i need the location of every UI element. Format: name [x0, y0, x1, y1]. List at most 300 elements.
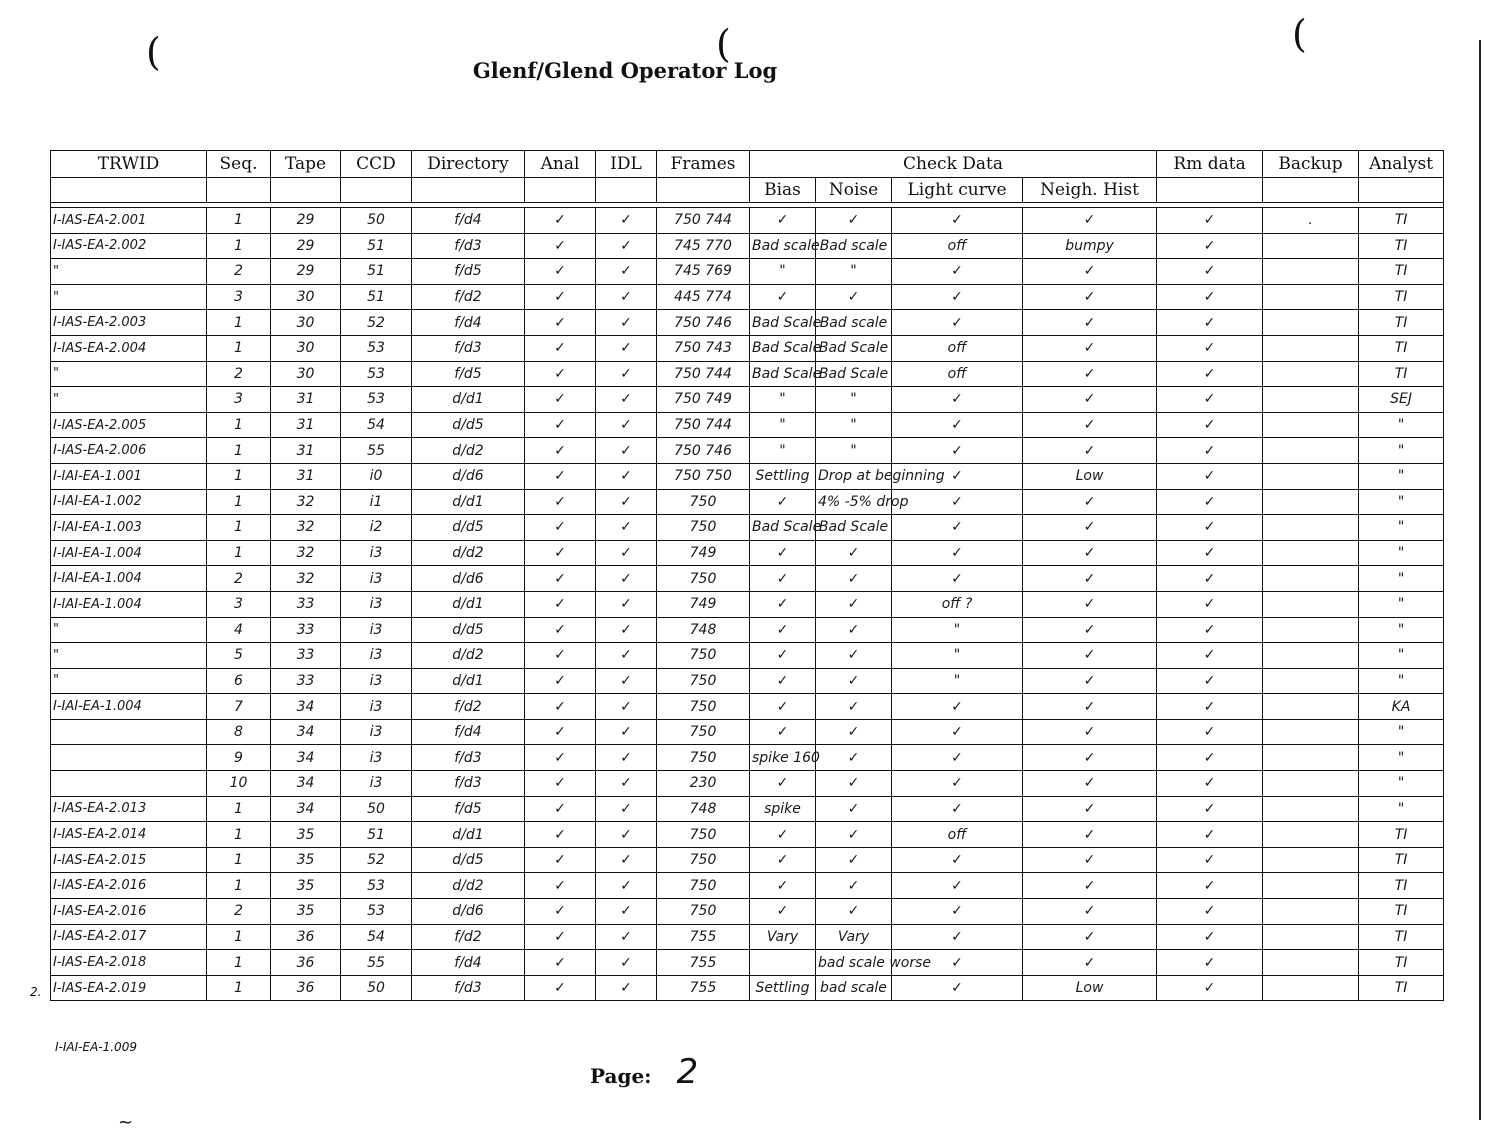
cell-directory: d/d5: [412, 412, 525, 438]
cell-light-curve: ✓: [892, 847, 1023, 873]
cell-bias: ✓: [750, 899, 816, 925]
cell-light-curve: ": [892, 617, 1023, 643]
cell-rm-data: ✓: [1157, 745, 1263, 771]
cell-anal: ✓: [525, 412, 596, 438]
cell-directory: d/d6: [412, 566, 525, 592]
cell-ccd: 53: [341, 335, 412, 361]
cell-noise: Bad Scale: [816, 335, 892, 361]
cell-directory: f/d2: [412, 924, 525, 950]
cell-rm-data: ✓: [1157, 899, 1263, 925]
cell-idl: ✓: [596, 284, 657, 310]
cell-tape: 32: [271, 566, 341, 592]
cell-backup: [1263, 361, 1359, 387]
cell-bias: ✓: [750, 284, 816, 310]
cell-neigh-hist: ✓: [1023, 566, 1157, 592]
cell-noise: ✓: [816, 847, 892, 873]
table-row: [51, 591, 1444, 617]
cell-bias: ✓: [750, 719, 816, 745]
cell-directory: f/d3: [412, 745, 525, 771]
cell-ccd: 51: [341, 233, 412, 259]
cell-idl: ✓: [596, 463, 657, 489]
cell-light-curve: ✓: [892, 515, 1023, 541]
cell-trwid: I-IAS-EA-2.016: [51, 873, 207, 899]
col-neigh-hist: Neigh. Hist: [1023, 178, 1157, 203]
cell-backup: .: [1263, 208, 1359, 234]
cell-noise: ✓: [816, 719, 892, 745]
cell-ccd: i3: [341, 719, 412, 745]
cell-light-curve: ✓: [892, 950, 1023, 976]
page-label: Page:: [590, 1064, 652, 1088]
cell-directory: d/d2: [412, 540, 525, 566]
cell-trwid: I-IAS-EA-2.017: [51, 924, 207, 950]
table-row: [51, 617, 1444, 643]
cell-analyst: TI: [1359, 873, 1444, 899]
table-row: [51, 489, 1444, 515]
cell-idl: ✓: [596, 668, 657, 694]
cell-trwid: I-IAS-EA-2.003: [51, 310, 207, 336]
cell-anal: ✓: [525, 591, 596, 617]
cell-directory: f/d4: [412, 950, 525, 976]
cell-directory: f/d3: [412, 975, 525, 1001]
cell-backup: [1263, 463, 1359, 489]
cell-light-curve: ✓: [892, 259, 1023, 285]
cell-neigh-hist: ✓: [1023, 540, 1157, 566]
col-light-curve: Light curve: [892, 178, 1023, 203]
cell-frames: 750: [657, 643, 750, 669]
cell-frames: 750 750: [657, 463, 750, 489]
col-trwid: TRWID: [51, 151, 207, 178]
cell-ccd: i2: [341, 515, 412, 541]
cell-backup: [1263, 873, 1359, 899]
cell-trwid: [51, 771, 207, 797]
table-row: [51, 822, 1444, 848]
cell-neigh-hist: ✓: [1023, 617, 1157, 643]
cell-seq: 1: [207, 412, 271, 438]
cell-frames: 750: [657, 899, 750, 925]
cell-rm-data: ✓: [1157, 489, 1263, 515]
cell-tape: 32: [271, 489, 341, 515]
cell-rm-data: ✓: [1157, 617, 1263, 643]
header-row-2: [51, 178, 1444, 203]
cell-analyst: ": [1359, 745, 1444, 771]
cell-anal: ✓: [525, 975, 596, 1001]
cell-backup: [1263, 438, 1359, 464]
operator-log-table: [50, 150, 1444, 1001]
col-ccd: CCD: [341, 151, 412, 178]
cell-trwid: I-IAI-EA-1.003: [51, 515, 207, 541]
cell-bias: Vary: [750, 924, 816, 950]
cell-trwid: [51, 745, 207, 771]
cell-light-curve: ✓: [892, 873, 1023, 899]
cell-neigh-hist: ✓: [1023, 335, 1157, 361]
cell-frames: 750 746: [657, 310, 750, 336]
cell-neigh-hist: ✓: [1023, 489, 1157, 515]
cell-backup: [1263, 796, 1359, 822]
cell-tape: 30: [271, 284, 341, 310]
cell-tape: 34: [271, 771, 341, 797]
cell-rm-data: ✓: [1157, 361, 1263, 387]
cell-bias: Bad Scale: [750, 310, 816, 336]
cell-rm-data: ✓: [1157, 924, 1263, 950]
col-bias: Bias: [750, 178, 816, 203]
cell-trwid: ": [51, 617, 207, 643]
cell-seq: 1: [207, 924, 271, 950]
cell-noise: ✓: [816, 822, 892, 848]
cell-neigh-hist: ✓: [1023, 771, 1157, 797]
cell-anal: ✓: [525, 617, 596, 643]
cell-tape: 35: [271, 847, 341, 873]
cell-neigh-hist: ✓: [1023, 515, 1157, 541]
cell-analyst: ": [1359, 771, 1444, 797]
cell-frames: 750: [657, 719, 750, 745]
cell-rm-data: ✓: [1157, 387, 1263, 413]
cell-noise: Vary: [816, 924, 892, 950]
cell-trwid: I-IAI-EA-1.004: [51, 591, 207, 617]
cell-tape: 35: [271, 873, 341, 899]
cell-rm-data: ✓: [1157, 284, 1263, 310]
cell-neigh-hist: ✓: [1023, 438, 1157, 464]
cell-ccd: i3: [341, 771, 412, 797]
cell-seq: 3: [207, 284, 271, 310]
cell-trwid: I-IAS-EA-2.006: [51, 438, 207, 464]
cell-idl: ✓: [596, 566, 657, 592]
cell-seq: 1: [207, 796, 271, 822]
cell-ccd: i3: [341, 668, 412, 694]
cell-frames: 750 746: [657, 438, 750, 464]
cell-trwid: I-IAI-EA-1.004: [51, 566, 207, 592]
cell-noise: ": [816, 412, 892, 438]
cell-light-curve: off: [892, 822, 1023, 848]
table-row: [51, 438, 1444, 464]
table-row: [51, 335, 1444, 361]
cell-ccd: 54: [341, 412, 412, 438]
cell-backup: [1263, 591, 1359, 617]
cell-bias: ✓: [750, 847, 816, 873]
cell-frames: 745 770: [657, 233, 750, 259]
cell-tape: 34: [271, 719, 341, 745]
cell-light-curve: ✓: [892, 899, 1023, 925]
cell-tape: 30: [271, 310, 341, 336]
cell-idl: ✓: [596, 899, 657, 925]
cell-trwid: I-IAS-EA-2.005: [51, 412, 207, 438]
cell-seq: 1: [207, 438, 271, 464]
cell-tape: 34: [271, 745, 341, 771]
cell-trwid: I-IAI-EA-1.002: [51, 489, 207, 515]
cell-frames: 755: [657, 924, 750, 950]
cell-bias: ✓: [750, 591, 816, 617]
cell-ccd: 55: [341, 438, 412, 464]
cell-trwid: ": [51, 387, 207, 413]
cell-backup: [1263, 771, 1359, 797]
cell-directory: d/d5: [412, 515, 525, 541]
table-row: [51, 284, 1444, 310]
cell-idl: ✓: [596, 975, 657, 1001]
cell-tape: 35: [271, 822, 341, 848]
cell-ccd: i0: [341, 463, 412, 489]
cell-light-curve: off: [892, 335, 1023, 361]
note-below-table: I-IAI-EA-1.009: [55, 1040, 137, 1054]
cell-trwid: I-IAS-EA-2.014: [51, 822, 207, 848]
cell-directory: f/d5: [412, 361, 525, 387]
cell-tape: 29: [271, 208, 341, 234]
cell-ccd: 50: [341, 796, 412, 822]
cell-backup: [1263, 975, 1359, 1001]
cell-idl: ✓: [596, 847, 657, 873]
cell-idl: ✓: [596, 924, 657, 950]
cell-rm-data: ✓: [1157, 796, 1263, 822]
cell-trwid: I-IAS-EA-2.004: [51, 335, 207, 361]
cell-directory: f/d3: [412, 771, 525, 797]
cell-neigh-hist: ✓: [1023, 822, 1157, 848]
cell-idl: ✓: [596, 771, 657, 797]
cell-directory: d/d1: [412, 591, 525, 617]
cell-seq: 7: [207, 694, 271, 720]
cell-trwid: ": [51, 643, 207, 669]
table-row: [51, 950, 1444, 976]
table-row: [51, 796, 1444, 822]
cell-analyst: TI: [1359, 259, 1444, 285]
cell-ccd: 51: [341, 284, 412, 310]
cell-anal: ✓: [525, 233, 596, 259]
cell-rm-data: ✓: [1157, 668, 1263, 694]
cell-backup: [1263, 899, 1359, 925]
cell-backup: [1263, 924, 1359, 950]
cell-light-curve: off ?: [892, 591, 1023, 617]
cell-analyst: ": [1359, 438, 1444, 464]
cell-backup: [1263, 310, 1359, 336]
cell-seq: 1: [207, 463, 271, 489]
cell-anal: ✓: [525, 566, 596, 592]
cell-frames: 750 744: [657, 412, 750, 438]
cell-idl: ✓: [596, 822, 657, 848]
cell-analyst: ": [1359, 463, 1444, 489]
cell-analyst: TI: [1359, 310, 1444, 336]
cell-analyst: ": [1359, 796, 1444, 822]
cell-seq: 1: [207, 822, 271, 848]
cell-neigh-hist: ✓: [1023, 924, 1157, 950]
cell-rm-data: ✓: [1157, 208, 1263, 234]
cell-ccd: 53: [341, 361, 412, 387]
cell-rm-data: ✓: [1157, 719, 1263, 745]
page-footer: [590, 1052, 698, 1092]
cell-frames: 749: [657, 591, 750, 617]
cell-idl: ✓: [596, 694, 657, 720]
cell-neigh-hist: ✓: [1023, 643, 1157, 669]
col-tape: Tape: [271, 151, 341, 178]
cell-seq: 2: [207, 361, 271, 387]
cell-trwid: ": [51, 361, 207, 387]
table-row: [51, 771, 1444, 797]
cell-neigh-hist: ✓: [1023, 387, 1157, 413]
cell-tape: 29: [271, 259, 341, 285]
page-title: Glenf/Glend Operator Log: [472, 58, 778, 83]
cell-ccd: i3: [341, 694, 412, 720]
cell-tape: 34: [271, 694, 341, 720]
cell-backup: [1263, 566, 1359, 592]
cell-seq: 2: [207, 259, 271, 285]
cell-tape: 31: [271, 412, 341, 438]
cell-neigh-hist: ✓: [1023, 745, 1157, 771]
cell-analyst: TI: [1359, 975, 1444, 1001]
cell-anal: ✓: [525, 259, 596, 285]
cell-backup: [1263, 847, 1359, 873]
cell-tape: 34: [271, 796, 341, 822]
cell-backup: [1263, 515, 1359, 541]
cell-noise: ✓: [816, 668, 892, 694]
cell-anal: ✓: [525, 668, 596, 694]
cell-anal: ✓: [525, 899, 596, 925]
cell-seq: 1: [207, 975, 271, 1001]
cell-neigh-hist: ✓: [1023, 284, 1157, 310]
cell-directory: f/d5: [412, 796, 525, 822]
cell-light-curve: ✓: [892, 412, 1023, 438]
cell-anal: ✓: [525, 745, 596, 771]
cell-idl: ✓: [596, 796, 657, 822]
cell-anal: ✓: [525, 873, 596, 899]
margin-paren-right: (: [1292, 12, 1307, 56]
cell-seq: 1: [207, 310, 271, 336]
cell-frames: 750: [657, 515, 750, 541]
cell-seq: 3: [207, 387, 271, 413]
cell-anal: ✓: [525, 847, 596, 873]
cell-bias: ✓: [750, 540, 816, 566]
cell-light-curve: ✓: [892, 489, 1023, 515]
cell-neigh-hist: ✓: [1023, 310, 1157, 336]
cell-ccd: 52: [341, 310, 412, 336]
cell-idl: ✓: [596, 259, 657, 285]
cell-analyst: TI: [1359, 233, 1444, 259]
cell-anal: ✓: [525, 489, 596, 515]
cell-anal: ✓: [525, 540, 596, 566]
cell-rm-data: ✓: [1157, 259, 1263, 285]
cell-neigh-hist: ✓: [1023, 694, 1157, 720]
cell-analyst: ": [1359, 617, 1444, 643]
cell-idl: ✓: [596, 412, 657, 438]
cell-noise: ✓: [816, 745, 892, 771]
cell-frames: 750 743: [657, 335, 750, 361]
cell-trwid: I-IAS-EA-2.016: [51, 899, 207, 925]
cell-light-curve: ✓: [892, 924, 1023, 950]
cell-frames: 750: [657, 694, 750, 720]
cell-bias: ": [750, 438, 816, 464]
cell-light-curve: ✓: [892, 208, 1023, 234]
cell-neigh-hist: ✓: [1023, 412, 1157, 438]
cell-analyst: ": [1359, 591, 1444, 617]
cell-frames: 750: [657, 873, 750, 899]
cell-backup: [1263, 694, 1359, 720]
cell-rm-data: ✓: [1157, 771, 1263, 797]
cell-neigh-hist: ✓: [1023, 208, 1157, 234]
cell-ccd: 53: [341, 873, 412, 899]
cell-trwid: I-IAS-EA-2.001: [51, 208, 207, 234]
cell-bias: ✓: [750, 873, 816, 899]
cell-backup: [1263, 233, 1359, 259]
cell-noise: ": [816, 387, 892, 413]
cell-noise: bad scale worse: [816, 950, 892, 976]
table-row: [51, 924, 1444, 950]
cell-neigh-hist: ✓: [1023, 719, 1157, 745]
cell-light-curve: ✓: [892, 284, 1023, 310]
cell-light-curve: ": [892, 668, 1023, 694]
table-row: [51, 208, 1444, 234]
cell-ccd: i3: [341, 643, 412, 669]
cell-analyst: TI: [1359, 924, 1444, 950]
cell-neigh-hist: ✓: [1023, 668, 1157, 694]
cell-anal: ✓: [525, 771, 596, 797]
cell-directory: f/d3: [412, 233, 525, 259]
col-noise: Noise: [816, 178, 892, 203]
cell-neigh-hist: ✓: [1023, 950, 1157, 976]
cell-directory: d/d1: [412, 489, 525, 515]
cell-rm-data: ✓: [1157, 566, 1263, 592]
cell-tape: 33: [271, 643, 341, 669]
cell-rm-data: ✓: [1157, 515, 1263, 541]
cell-tape: 29: [271, 233, 341, 259]
cell-tape: 36: [271, 924, 341, 950]
cell-light-curve: ✓: [892, 975, 1023, 1001]
cell-directory: d/d1: [412, 822, 525, 848]
cell-idl: ✓: [596, 719, 657, 745]
cell-ccd: 54: [341, 924, 412, 950]
cell-light-curve: off: [892, 233, 1023, 259]
page-number: 2: [676, 1052, 699, 1092]
margin-paren-center: (: [716, 22, 731, 66]
cell-light-curve: ✓: [892, 566, 1023, 592]
cell-directory: d/d5: [412, 847, 525, 873]
cell-anal: ✓: [525, 284, 596, 310]
cell-ccd: i3: [341, 617, 412, 643]
table-row: [51, 540, 1444, 566]
table-row: [51, 233, 1444, 259]
table-row: [51, 899, 1444, 925]
cell-light-curve: ✓: [892, 771, 1023, 797]
cell-neigh-hist: ✓: [1023, 361, 1157, 387]
table-row: [51, 387, 1444, 413]
cell-bias: ✓: [750, 694, 816, 720]
cell-noise: ✓: [816, 694, 892, 720]
cell-neigh-hist: ✓: [1023, 796, 1157, 822]
cell-light-curve: ✓: [892, 719, 1023, 745]
cell-anal: ✓: [525, 515, 596, 541]
cell-anal: ✓: [525, 387, 596, 413]
cell-seq: 1: [207, 515, 271, 541]
header-row-1: [51, 151, 1444, 178]
cell-bias: ": [750, 387, 816, 413]
cell-idl: ✓: [596, 745, 657, 771]
cell-frames: 745 769: [657, 259, 750, 285]
cell-light-curve: ✓: [892, 463, 1023, 489]
cell-directory: d/d2: [412, 438, 525, 464]
cell-rm-data: ✓: [1157, 412, 1263, 438]
cell-bias: Bad Scale: [750, 361, 816, 387]
cell-idl: ✓: [596, 515, 657, 541]
cell-ccd: i3: [341, 745, 412, 771]
cell-idl: ✓: [596, 873, 657, 899]
cell-analyst: SEJ: [1359, 387, 1444, 413]
cell-ccd: 52: [341, 847, 412, 873]
cell-bias: Bad Scale: [750, 515, 816, 541]
cell-idl: ✓: [596, 335, 657, 361]
cell-anal: ✓: [525, 950, 596, 976]
cell-trwid: I-IAI-EA-1.001: [51, 463, 207, 489]
cell-backup: [1263, 387, 1359, 413]
cell-idl: ✓: [596, 591, 657, 617]
cell-frames: 750 744: [657, 208, 750, 234]
cell-frames: 750: [657, 847, 750, 873]
cell-bias: ✓: [750, 617, 816, 643]
cell-backup: [1263, 540, 1359, 566]
cell-analyst: KA: [1359, 694, 1444, 720]
